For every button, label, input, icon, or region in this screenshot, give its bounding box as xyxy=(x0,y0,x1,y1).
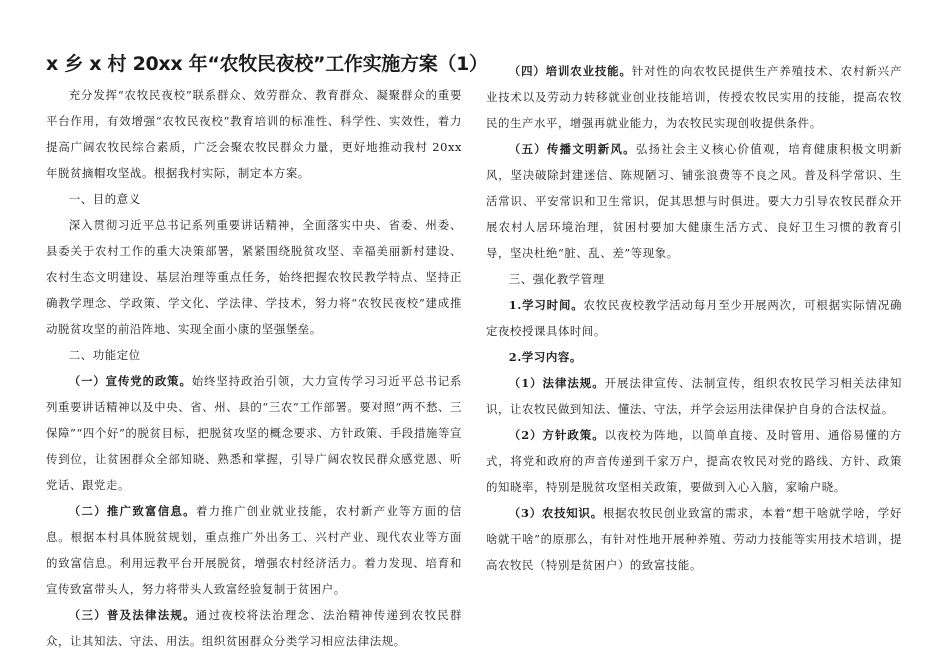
section-heading-teaching: 三、强化教学管理 xyxy=(508,272,605,286)
content-item-policy xyxy=(486,422,902,500)
function-item-1 xyxy=(46,368,462,498)
function-item-5 xyxy=(486,136,902,266)
item-label: （1）法律法规。 xyxy=(508,376,605,390)
item-body: 始终坚持政治引领，大力宣传学习习近平总书记系列重要讲话精神以及中央、省、州、县的“三农”工作部署。要对照“两不愁、三保障”“四个好”的脱贫目标，把脱贫攻坚的概念要求、方针政策、手段措施等宣传到位，让贫困群众全部知晓、熟悉和掌握，引导广阔农牧民群众感党恩、听党话、跟党走。 xyxy=(46,374,462,492)
function-item-2 xyxy=(46,498,462,602)
item-label: 1.学习时间。 xyxy=(508,298,584,312)
right-column xyxy=(486,0,902,578)
item-label: （3）农技知识。 xyxy=(508,506,603,520)
item-label: （2）方针政策。 xyxy=(508,428,605,442)
item-body: 根据农牧民创业致富的需求，本着“想干啥就学啥，学好啥就干啥”的原那么，有针对性地开展种养殖、劳动力技能等实用技术培训，提高农牧民（特别是贫困户）的致富技能。 xyxy=(486,506,902,572)
item-body: 针对性的向农牧民提供生产养殖技术、农村新兴产业技术以及劳动力转移就业创业技能培训，传授农牧民实用的技能，提高农牧民的生产水平，增强再就业能力，为农牧民实现创收提供条件。 xyxy=(486,64,902,130)
intro-paragraph: 充分发挥“农牧民夜校”联系群众、效劳群众、教育群众、凝聚群众的重要平台作用，有效增强“农牧民夜校”教育培训的标准性、科学性、实效性，着力提高广阔农牧民综合素质，广泛会聚农牧民群众力量，更好地推动我村 20xx 年脱贫摘帽攻坚战。根据我村实际，制定本方案。 xyxy=(46,88,462,180)
item-body: 以夜校为阵地，以简单直接、及时管用、通俗易懂的方式，将党和政府的声音传递到千家万户，提高农牧民对党的路线、方针、政策的知晓率，特别是脱贫攻坚相关政策，要做到入心入脑，家喻户晓。 xyxy=(486,428,902,494)
item-label: （五）传播文明新风。 xyxy=(508,142,636,156)
teaching-item-content-heading: 2.学习内容。 xyxy=(508,350,582,364)
item-label: （三）普及法律法规。 xyxy=(68,608,196,622)
item-label: （二）推广致富信息。 xyxy=(68,504,196,518)
function-item-3 xyxy=(46,602,462,654)
item-label: （一）宣传党的政策。 xyxy=(68,374,192,388)
section-heading-purpose: 一、目的意义 xyxy=(68,192,141,206)
item-label: （四）培训农业技能。 xyxy=(508,64,632,78)
content-item-agritech xyxy=(486,500,902,578)
purpose-paragraph: 深入贯彻习近平总书记系列重要讲话精神，全面落实中央、省委、州委、县委关于农村工作的重大决策部署，紧紧围绕脱贫攻坚、幸福美丽新村建设、农村生态文明建设、基层治理等重点任务，始终把握农牧民教学特点、坚持正确教学理念、学政策、学文化、学法律、学技术，努力将“农牧民夜校”建成推动脱贫攻坚的前沿阵地、实现全面小康的坚强堡垒。 xyxy=(46,218,462,336)
teaching-item-time xyxy=(486,292,902,344)
item-body: 开展法律宣传、法制宣传，组织农牧民学习相关法律知识，让农牧民做到知法、懂法、守法，并学会运用法律保护自身的合法权益。 xyxy=(486,376,902,416)
content-item-law xyxy=(486,370,902,422)
item-body: 通过夜校将法治理念、法治精神传递到农牧民群众，让其知法、守法、用法。组织贫困群众分类学习相应法律法规。 xyxy=(46,608,462,648)
function-item-4 xyxy=(486,58,902,136)
section-heading-function: 二、功能定位 xyxy=(68,348,141,362)
item-body: 弘扬社会主义核心价值观，培育健康积极文明新风，坚决破除封建迷信、陈规陋习、铺张浪费等不良之风。普及科学常识、生活常识、平安常识和卫生常识，促其思想与时俱进。要大力引导农牧民群众开展农村人居环境治理，贫困村要加大健康生活方式、良好卫生习惯的教育引导，坚决杜绝“脏、乱、差”等现象。 xyxy=(486,142,902,260)
document-title: x 乡 x 村 20xx 年“农牧民夜校”工作实施方案（1） xyxy=(46,53,488,75)
item-body: 农牧民夜校教学活动每月至少开展两次，可根据实际情况确定夜校授课具体时间。 xyxy=(486,298,902,338)
left-column xyxy=(46,0,488,654)
item-body: 着力推广创业就业技能，农村新产业等方面的信息。根据本村具体脱贫规划，重点推广外出务工、兴村产业、现代农业等方面的致富信息。利用远教平台开展脱贫，增强农村经济活力。着力发现、培育和宣传致富带头人，努力将带头人致富经验复制于贫困户。 xyxy=(46,504,462,596)
